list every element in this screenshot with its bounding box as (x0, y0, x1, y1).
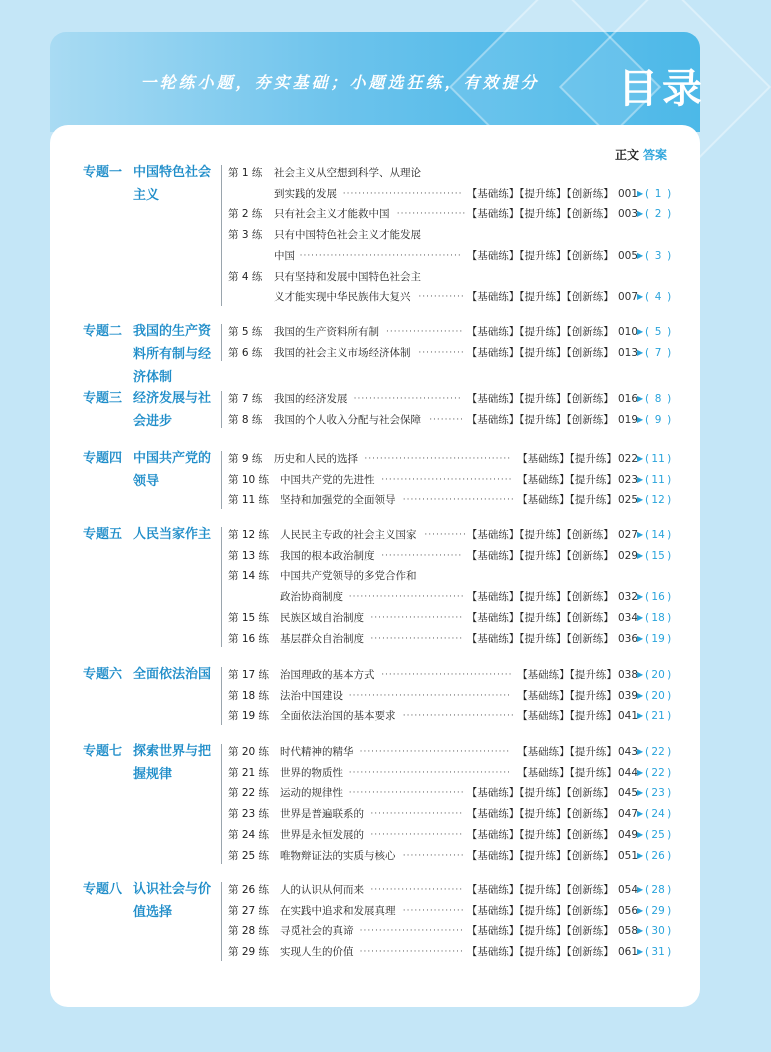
page-number: 010 (618, 326, 639, 338)
lesson-number: 第 10 练 (228, 473, 270, 486)
arrow-right-icon: ▶ (637, 788, 644, 798)
page-number: 058 (618, 925, 639, 938)
answer-page-number: 29 (651, 904, 665, 917)
leader-dots: ························ (370, 829, 464, 840)
page-number: 016 (618, 393, 639, 405)
list-item[interactable] (228, 204, 698, 224)
page-number: 029 (618, 549, 639, 562)
answer-page-number: 1 (654, 187, 662, 200)
list-item[interactable] (228, 525, 698, 545)
leader-dots: ········· (429, 414, 464, 425)
lesson-title: 世界的物质性 (280, 766, 343, 779)
section-divider (221, 451, 222, 509)
arrow-right-icon: ▶ (637, 690, 644, 700)
arrow-right-icon: ▶ (637, 905, 644, 915)
lesson-title: 运动的规律性 (280, 787, 343, 800)
answer-page-number: 20 (651, 669, 665, 681)
leader-dots: ·········································· (299, 250, 462, 261)
answer-page: ( 9 ) (645, 410, 671, 430)
arrow-right-icon: ▶ (637, 947, 644, 957)
exercise-tags: 【基础练】【提升练】 (517, 494, 617, 507)
arrow-right-icon: ▶ (637, 747, 644, 756)
arrow-right-icon: ▶ (637, 612, 644, 622)
answer-page-number: 23 (651, 787, 665, 800)
list-item[interactable] (228, 566, 698, 586)
lesson-title: 我国的经济发展 (274, 393, 348, 405)
page-number: 034 (618, 611, 639, 624)
lesson-number: 第 24 练 (228, 828, 270, 841)
answer-page: ( 12 ) (645, 490, 671, 510)
exercise-tags: 【基础练】【提升练】【创新练】 (466, 611, 614, 624)
lesson-title: 只有坚持和发展中国特色社会主 (274, 270, 421, 283)
answer-page-number: 14 (651, 529, 665, 541)
arrow-right-icon: ▶ (637, 530, 644, 539)
lesson-number: 第 15 练 (228, 611, 270, 624)
lesson-title: 实现人生的价值 (280, 946, 354, 959)
page-number: 003 (618, 208, 639, 221)
list-item[interactable] (228, 686, 698, 706)
leader-dots: ·································· (381, 474, 513, 485)
page-number: 038 (618, 669, 639, 681)
list-item[interactable] (228, 449, 698, 469)
answer-page: ( 25 ) (645, 825, 671, 845)
lesson-number: 第 18 练 (228, 689, 270, 702)
exercise-tags: 【基础练】【提升练】【创新练】 (466, 393, 614, 405)
page-number: 047 (618, 808, 639, 821)
exercise-tags: 【基础练】【提升练】 (517, 473, 617, 486)
answer-page-number: 30 (651, 925, 665, 938)
topic-number: 专题八 (83, 882, 123, 897)
answer-page-number: 24 (651, 808, 665, 821)
lesson-title: 民族区域自治制度 (280, 611, 364, 624)
section-divider (221, 882, 222, 961)
leader-dots: ······························ (348, 788, 465, 799)
answer-page: ( 16 ) (645, 587, 671, 607)
leader-dots: ····························· (402, 495, 515, 506)
topic-name: 认识社会与价值选择 (133, 882, 212, 920)
lesson-title: 人民民主专政的社会主义国家 (280, 529, 417, 541)
list-item[interactable] (228, 287, 698, 307)
list-item[interactable] (228, 163, 698, 183)
leader-dots: ················ (402, 905, 465, 916)
arrow-right-icon: ▶ (637, 829, 644, 839)
answer-page: ( 2 ) (645, 204, 671, 224)
topic-number: 专题四 (83, 451, 123, 466)
lesson-number: 第 25 练 (228, 849, 270, 862)
exercise-tags: 【基础练】【提升练】【创新练】 (466, 884, 614, 896)
section-divider (221, 165, 222, 306)
topic-number: 专题三 (83, 391, 123, 406)
lesson-title: 历史和人民的选择 (274, 453, 358, 465)
answer-page-number: 7 (654, 346, 662, 359)
answer-page-number: 21 (651, 710, 665, 723)
list-item[interactable] (228, 343, 698, 363)
answer-page-number: 20 (651, 689, 665, 702)
exercise-tags: 【基础练】【提升练】 (517, 710, 617, 723)
page-number: 022 (618, 453, 639, 465)
lesson-number: 第 6 练 (228, 346, 263, 359)
lesson-title: 只有中国特色社会主义才能发展 (274, 229, 421, 242)
lesson-number: 第 8 练 (228, 413, 263, 426)
section-divider (221, 391, 222, 428)
list-item[interactable] (228, 706, 698, 726)
arrow-right-icon: ▶ (637, 414, 644, 424)
answer-page-number: 25 (651, 828, 665, 841)
answer-page: ( 4 ) (645, 287, 671, 307)
answer-page: ( 29 ) (645, 901, 671, 921)
arrow-right-icon: ▶ (637, 767, 644, 777)
lesson-number: 第 21 练 (228, 766, 270, 779)
page-number: 007 (618, 291, 639, 304)
exercise-tags: 【基础练】【提升练】【创新练】 (466, 925, 614, 938)
arrow-right-icon: ▶ (637, 454, 644, 463)
exercise-tags: 【基础练】【提升练】 (517, 766, 617, 779)
list-item[interactable] (228, 322, 698, 342)
lesson-number: 第 19 练 (228, 710, 270, 723)
answer-page: ( 24 ) (645, 804, 671, 824)
exercise-tags: 【基础练】【提升练】 (517, 669, 617, 681)
leader-dots: ·································· (381, 670, 513, 680)
lesson-number: 第 20 练 (228, 746, 270, 758)
topic-name: 全面依法治国 (133, 667, 212, 682)
lesson-title: 只有社会主义才能救中国 (274, 208, 390, 221)
list-item[interactable] (228, 921, 698, 941)
answer-page: ( 26 ) (645, 846, 671, 866)
exercise-tags: 【基础练】【提升练】【创新练】 (466, 529, 614, 541)
list-item[interactable] (228, 490, 698, 510)
list-item[interactable] (228, 246, 698, 266)
list-item[interactable] (228, 880, 698, 900)
lesson-number: 第 28 练 (228, 925, 270, 938)
exercise-tags: 【基础练】【提升练】 (517, 746, 617, 758)
answer-page: ( 1 ) (645, 184, 671, 204)
slogan: 一轮练小题，夯实基础；小题选狂练，有效提分 (140, 73, 540, 92)
exercise-tags: 【基础练】【提升练】【创新练】 (466, 904, 614, 917)
lesson-title: 中国共产党领导的多党合作和 (280, 570, 417, 583)
answer-page: ( 22 ) (645, 763, 671, 783)
leader-dots: ················ (402, 850, 465, 861)
answer-page-number: 16 (651, 591, 665, 604)
list-item[interactable] (228, 846, 698, 866)
page-number: 051 (618, 849, 639, 862)
answer-page-number: 4 (654, 291, 662, 304)
page-number: 027 (618, 529, 639, 541)
list-item[interactable] (228, 184, 698, 204)
leader-dots: ···························· (353, 394, 462, 404)
lesson-number: 第 27 练 (228, 904, 270, 917)
lesson-title: 时代精神的精华 (280, 746, 354, 758)
lesson-title: 治国理政的基本方式 (280, 669, 375, 681)
leader-dots: ····················· (381, 550, 463, 561)
answer-page-number: 22 (651, 766, 665, 779)
answer-page-number: 22 (651, 746, 665, 758)
leader-dots: ·········································· (348, 690, 511, 701)
answer-page-number: 19 (651, 632, 665, 645)
topic-name: 探索世界与把握规律 (133, 744, 212, 782)
answer-page-number: 11 (651, 453, 665, 465)
legend-answer: 答案 (643, 148, 668, 162)
list-item[interactable] (228, 742, 698, 762)
lesson-title: 人的认识从何而来 (280, 884, 364, 896)
answer-page: ( 8 ) (645, 389, 671, 409)
exercise-tags: 【基础练】【提升练】【创新练】 (466, 208, 614, 221)
answer-page: ( 11 ) (645, 470, 671, 490)
topic-number: 专题七 (83, 744, 123, 759)
leader-dots: ······································ (364, 454, 512, 464)
leader-dots: ···················· (386, 327, 464, 337)
exercise-tags: 【基础练】【提升练】【创新练】 (466, 291, 614, 304)
answer-page: ( 14 ) (645, 525, 671, 545)
answer-page: ( 22 ) (645, 742, 671, 762)
answer-page-number: 31 (651, 946, 665, 959)
page-number: 056 (618, 904, 639, 917)
header-banner (50, 32, 706, 132)
leader-dots: ·················· (396, 209, 467, 220)
lesson-title: 我国的根本政治制度 (280, 549, 375, 562)
lesson-title: 寻觅社会的真谛 (280, 925, 354, 938)
section-divider (221, 744, 222, 864)
page-number: 005 (618, 249, 639, 262)
leader-dots: ························ (370, 809, 464, 820)
answer-page-number: 8 (654, 393, 662, 405)
lesson-title: 中国共产党的先进性 (280, 473, 375, 486)
leader-dots: ············ (418, 292, 465, 303)
page-number: 045 (618, 787, 639, 800)
lesson-number: 第 2 练 (228, 208, 263, 221)
page-number: 044 (618, 766, 639, 779)
answer-page-number: 3 (654, 249, 662, 262)
page-number: 023 (618, 473, 639, 486)
leader-dots: ························ (370, 612, 464, 623)
section-divider (221, 527, 222, 647)
topic-name: 人民当家作主 (133, 527, 212, 542)
answer-page: ( 19 ) (645, 629, 671, 649)
exercise-tags: 【基础练】【提升练】【创新练】 (466, 346, 614, 359)
exercise-tags: 【基础练】【提升练】【创新练】 (466, 946, 614, 959)
exercise-tags: 【基础练】【提升练】【创新练】 (466, 249, 614, 262)
topic-number: 专题一 (83, 165, 123, 180)
lesson-number: 第 26 练 (228, 884, 270, 896)
topic-number: 专题六 (83, 667, 123, 682)
lesson-number: 第 11 练 (228, 494, 270, 507)
list-item[interactable] (228, 470, 698, 490)
lesson-title: 在实践中追求和发展真理 (280, 904, 396, 917)
exercise-tags: 【基础练】【提升练】【创新练】 (466, 787, 614, 800)
lesson-number: 第 22 练 (228, 787, 270, 800)
lesson-number: 第 16 练 (228, 632, 270, 645)
leader-dots: ············ (418, 347, 465, 358)
section-divider (221, 667, 222, 725)
lesson-title: 我国的个人收入分配与社会保障 (274, 413, 421, 426)
answer-page: ( 20 ) (645, 665, 671, 685)
exercise-tags: 【基础练】【提升练】【创新练】 (466, 187, 614, 200)
page-number: 013 (618, 346, 639, 359)
answer-page-number: 2 (654, 208, 662, 221)
list-item[interactable] (228, 942, 698, 962)
list-item[interactable] (228, 804, 698, 824)
arrow-right-icon: ▶ (637, 711, 644, 721)
list-item[interactable] (228, 783, 698, 803)
list-item[interactable] (228, 546, 698, 566)
arrow-right-icon: ▶ (637, 292, 644, 302)
answer-page: ( 23 ) (645, 783, 671, 803)
leader-dots: ··························· (359, 926, 464, 937)
page-number: 049 (618, 828, 639, 841)
page-number: 043 (618, 746, 639, 758)
lesson-number: 第 5 练 (228, 326, 263, 338)
leader-dots: ·········································· (348, 767, 511, 778)
answer-page: ( 20 ) (645, 686, 671, 706)
lesson-number: 第 17 练 (228, 669, 270, 681)
exercise-tags: 【基础练】【提升练】【创新练】 (466, 632, 614, 645)
list-item[interactable] (228, 267, 698, 287)
leader-dots: ······························ (348, 592, 465, 603)
answer-page-number: 28 (651, 884, 665, 896)
exercise-tags: 【基础练】【提升练】【创新练】 (466, 326, 614, 338)
exercise-tags: 【基础练】【提升练】【创新练】 (466, 849, 614, 862)
page-number: 032 (618, 591, 639, 604)
arrow-right-icon: ▶ (637, 670, 644, 679)
page-number: 054 (618, 884, 639, 896)
answer-page: ( 30 ) (645, 921, 671, 941)
legend (615, 146, 667, 163)
lesson-title: 法治中国建设 (280, 689, 343, 702)
arrow-right-icon: ▶ (637, 250, 644, 260)
lesson-number: 第 4 练 (228, 270, 263, 283)
leader-dots: ··········· (424, 530, 467, 540)
lesson-title: 世界是普遍联系的 (280, 808, 364, 821)
lesson-number: 第 1 练 (228, 167, 263, 179)
page-number: 036 (618, 632, 639, 645)
lesson-number: 第 14 练 (228, 570, 270, 583)
answer-page: ( 3 ) (645, 246, 671, 266)
arrow-right-icon: ▶ (637, 885, 644, 894)
arrow-right-icon: ▶ (637, 809, 644, 819)
arrow-right-icon: ▶ (637, 327, 644, 336)
lesson-title: 坚持和加强党的全面领导 (280, 494, 396, 507)
answer-page: ( 31 ) (645, 942, 671, 962)
answer-page: ( 5 ) (645, 322, 671, 342)
page-number: 061 (618, 946, 639, 959)
list-item[interactable] (228, 901, 698, 921)
leader-dots: ······························· (342, 188, 463, 199)
lesson-number: 第 23 练 (228, 808, 270, 821)
leader-dots: ························ (370, 885, 464, 895)
lesson-title: 政治协商制度 (280, 591, 343, 604)
list-item[interactable] (228, 225, 698, 245)
topic-name: 中国特色社会主义 (133, 165, 212, 203)
page-number: 001 (618, 187, 639, 200)
leader-dots: ····························· (402, 711, 515, 722)
answer-page: ( 28 ) (645, 880, 671, 900)
answer-page-number: 18 (651, 611, 665, 624)
answer-page-number: 9 (654, 413, 662, 426)
exercise-tags: 【基础练】【提升练】 (517, 453, 617, 465)
lesson-number: 第 29 练 (228, 946, 270, 959)
answer-page-number: 11 (651, 473, 665, 486)
topic-name: 我国的生产资料所有制与经济体制 (133, 324, 212, 385)
lesson-title: 唯物辩证法的实质与核心 (280, 849, 396, 862)
answer-page-number: 26 (651, 849, 665, 862)
lesson-title: 义才能实现中华民族伟大复兴 (274, 291, 411, 304)
lesson-number: 第 3 练 (228, 229, 263, 242)
list-item[interactable] (228, 389, 698, 409)
arrow-right-icon: ▶ (637, 633, 644, 643)
page-number: 039 (618, 689, 639, 702)
list-item[interactable] (228, 608, 698, 628)
arrow-right-icon: ▶ (637, 394, 644, 403)
lesson-title: 世界是永恒发展的 (280, 828, 364, 841)
lesson-number: 第 9 练 (228, 453, 263, 465)
answer-page-number: 5 (654, 326, 662, 338)
exercise-tags: 【基础练】【提升练】【创新练】 (466, 413, 614, 426)
topic-name: 中国共产党的领导 (133, 451, 212, 489)
page-title: 目录 (618, 66, 706, 112)
answer-page: ( 7 ) (645, 343, 671, 363)
lesson-title: 我国的生产资料所有制 (274, 326, 379, 338)
section-divider (221, 324, 222, 361)
lesson-title: 我国的社会主义市场经济体制 (274, 346, 411, 359)
arrow-right-icon: ▶ (637, 592, 644, 602)
answer-page: ( 11 ) (645, 449, 671, 469)
page-number: 041 (618, 710, 639, 723)
list-item[interactable] (228, 587, 698, 607)
exercise-tags: 【基础练】【提升练】 (517, 689, 617, 702)
arrow-right-icon: ▶ (637, 188, 644, 198)
list-item[interactable] (228, 763, 698, 783)
exercise-tags: 【基础练】【提升练】【创新练】 (466, 808, 614, 821)
lesson-title: 全面依法治国的基本要求 (280, 710, 396, 723)
list-item[interactable] (228, 825, 698, 845)
arrow-right-icon: ▶ (637, 850, 644, 860)
answer-page: ( 15 ) (645, 546, 671, 566)
legend-main: 正文 (615, 148, 640, 162)
lesson-number: 第 13 练 (228, 549, 270, 562)
lesson-title: 到实践的发展 (274, 187, 337, 200)
list-item[interactable] (228, 629, 698, 649)
lesson-title: 基层群众自治制度 (280, 632, 364, 645)
lesson-title: 中国 (274, 249, 295, 262)
answer-page-number: 15 (651, 549, 665, 562)
answer-page-number: 12 (651, 494, 665, 507)
exercise-tags: 【基础练】【提升练】【创新练】 (466, 591, 614, 604)
leader-dots: ························ (370, 633, 464, 644)
arrow-right-icon: ▶ (637, 550, 644, 560)
leader-dots: ······································· (359, 747, 511, 757)
lesson-number: 第 12 练 (228, 529, 270, 541)
lesson-number: 第 7 练 (228, 393, 263, 405)
arrow-right-icon: ▶ (637, 347, 644, 357)
topic-name: 经济发展与社会进步 (133, 391, 212, 429)
page-number: 019 (618, 413, 639, 426)
answer-page: ( 18 ) (645, 608, 671, 628)
page-number: 025 (618, 494, 639, 507)
topic-number: 专题五 (83, 527, 123, 542)
exercise-tags: 【基础练】【提升练】【创新练】 (466, 828, 614, 841)
list-item[interactable] (228, 410, 698, 430)
topic-number: 专题二 (83, 324, 123, 339)
arrow-right-icon: ▶ (637, 926, 644, 936)
arrow-right-icon: ▶ (637, 495, 644, 505)
answer-page: ( 21 ) (645, 706, 671, 726)
list-item[interactable] (228, 665, 698, 685)
lesson-title: 社会主义从空想到科学、从理论 (274, 167, 421, 179)
leader-dots: ··························· (359, 947, 464, 958)
arrow-right-icon: ▶ (637, 474, 644, 484)
arrow-right-icon: ▶ (637, 209, 644, 219)
exercise-tags: 【基础练】【提升练】【创新练】 (466, 549, 614, 562)
